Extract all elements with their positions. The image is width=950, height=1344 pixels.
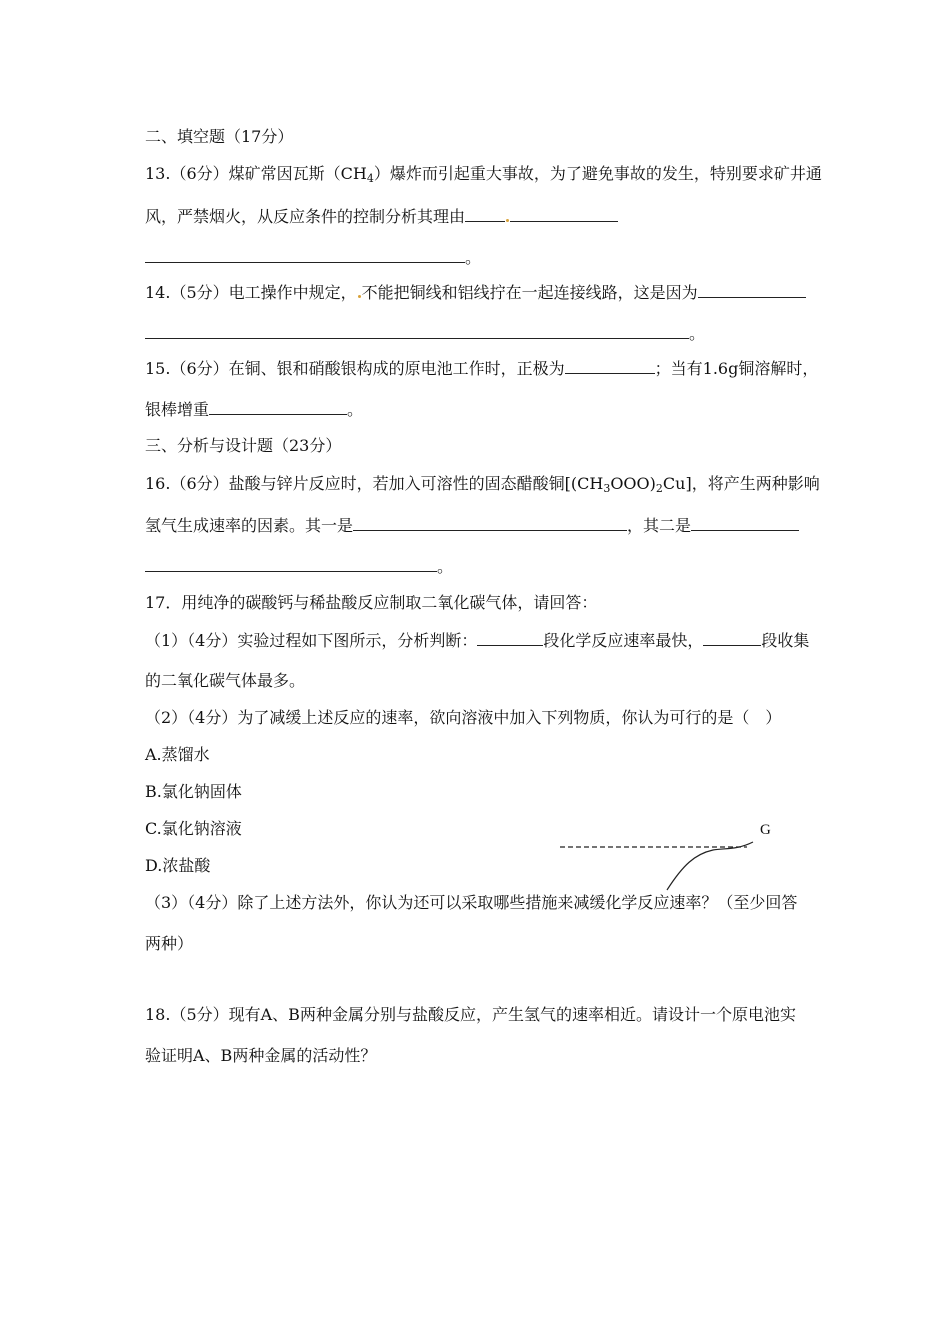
question-17-part-3-line-1: （3）（4分）除了上述方法外，你认为还可以采取哪些措施来减缓化学反应速率？（至少回答 [145,893,798,912]
decorative-dot [358,295,361,298]
reaction-graph-fragment [555,820,785,900]
option-c[interactable]: C.氯化钠溶液 [145,819,242,838]
question-17-part-1-line-1: （1）（4分）实验过程如下图所示，分析判断： 段化学反应速率最快， 段收集 [145,631,810,650]
reaction-curve [667,842,753,890]
question-16-line-1: 16.（6分）盐酸与锌片反应时，若加入可溶性的固态醋酸铜$[(CH_3OOO)_2Cu]$，将产生两种影响 [145,474,820,495]
answer-blank[interactable] [145,322,689,339]
option-a[interactable]: A.蒸馏水 [145,745,210,764]
question-15-line-1: 15.（6分）在铜、银和硝酸银构成的原电池工作时，正极为 ；当有1.6g铜溶解时， [145,359,819,378]
answer-blank[interactable] [510,205,618,222]
question-17-part-3-line-2: 两种） [145,934,194,953]
answer-blank[interactable] [477,629,543,646]
answer-blank[interactable] [353,514,627,531]
section-2-title: 二、填空题（17分） [145,127,294,146]
question-16-line-2: 氢气生成速率的因素。其一是 ，其二是 [145,514,799,537]
question-14-line-1: 14.（5分）电工操作中规定， 不能把铜线和铝线拧在一起连接线路，这是因为 [145,281,806,304]
answer-blank[interactable] [565,357,655,374]
option-b[interactable]: B.氯化钠固体 [145,782,242,801]
answer-blank[interactable] [209,398,347,415]
answer-blank[interactable] [698,281,806,298]
question-13-line-2: 风，严禁烟火，从反应条件的控制分析其理由 [145,205,618,228]
question-14-line-2: 。 [145,322,705,345]
question-17-stem: 17．用纯净的碳酸钙与稀盐酸反应制取二氧化碳气体，请回答： [145,593,598,612]
question-13-line-3: 。 [145,246,481,269]
graph-point-label: G [760,822,771,838]
decorative-dot [506,219,509,222]
answer-blank[interactable] [703,629,761,646]
question-18-line-2: 验证明A、B两种金属的活动性？ [145,1046,377,1065]
answer-blank[interactable] [691,514,799,531]
answer-blank[interactable] [465,205,505,222]
section-3-title: 三、分析与设计题（23分） [145,436,342,455]
answer-blank[interactable] [145,246,465,263]
answer-blank[interactable] [145,555,437,572]
option-d[interactable]: D.浓盐酸 [145,856,211,875]
question-15-line-2: 银棒增重 。 [145,400,364,419]
question-18-line-1: 18.（5分）现有A、B两种金属分别与盐酸反应，产生氢气的速率相近。请设计一个原电池实 [145,1005,796,1024]
question-16-line-3: 。 [145,555,453,578]
question-17-part-1-line-2: 的二氧化碳气体最多。 [145,671,306,690]
question-13-line-1: 13.（6分）煤矿常因瓦斯$(CH_4)$爆炸而引起重大事故，为了避免事故的发生，特别要求矿井通 [145,164,822,185]
question-17-part-2: （2）（4分）为了减缓上述反应的速率，欲向溶液中加入下列物质，你认为可行的是（ ） [145,708,782,727]
